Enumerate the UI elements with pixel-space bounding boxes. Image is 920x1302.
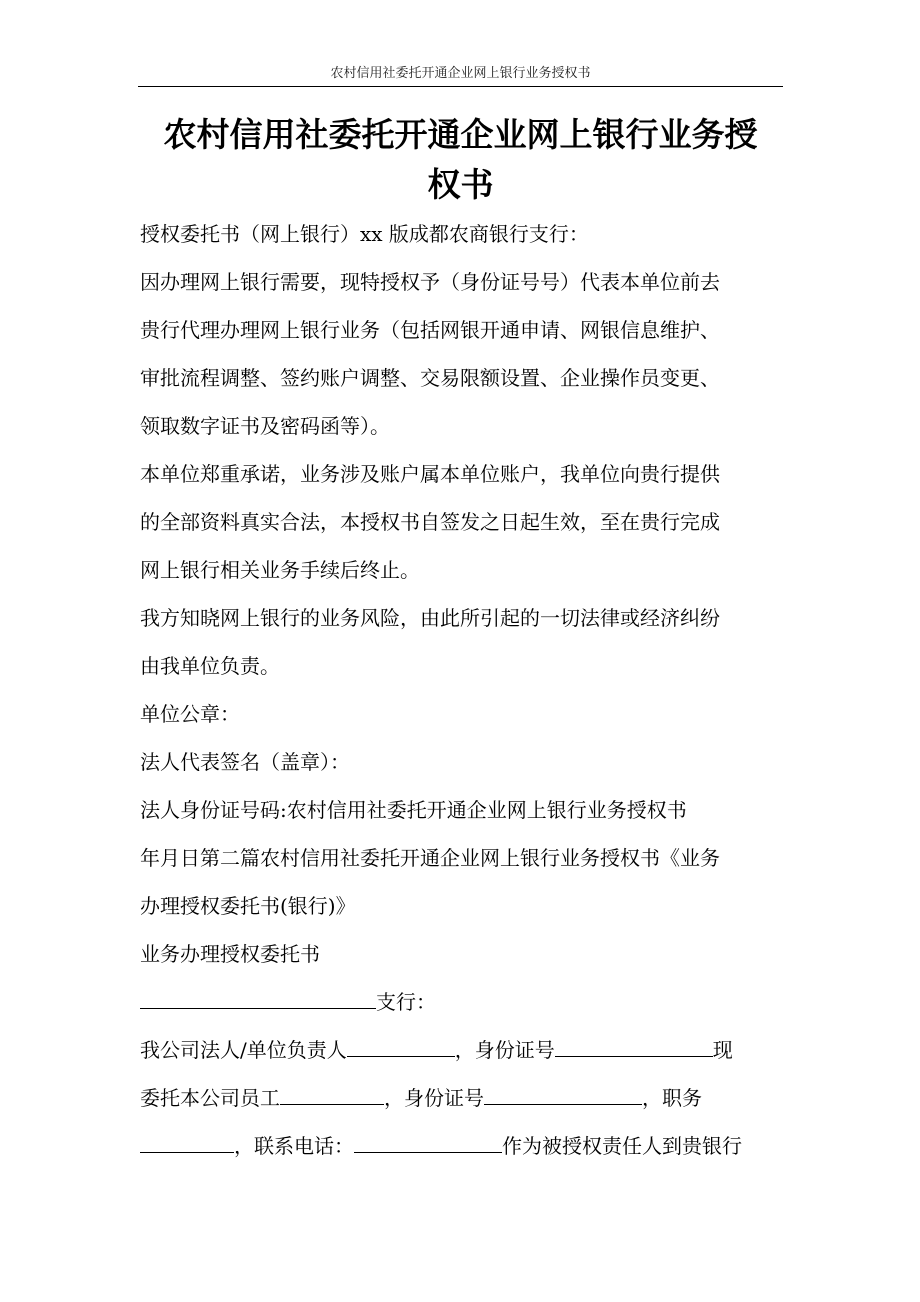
employee-id-blank	[484, 1082, 642, 1105]
employee-name-blank	[280, 1082, 384, 1105]
form-line-branch: 支行：	[140, 978, 785, 1026]
body-line: 本单位郑重承诺，业务涉及账户属本单位账户，我单位向贵行提供	[140, 462, 720, 486]
body-line: 授权委托书（网上银行）xx 版成都农商银行支行：	[140, 222, 589, 246]
form-line-employee: 委托本公司员工 ，身份证号 ，职务	[140, 1074, 785, 1122]
branch-name-blank	[140, 986, 376, 1009]
legal-rep-id-label: 法人身份证号码:农村信用社委托开通企业网上银行业务授权书	[140, 798, 687, 822]
body-line: 审批流程调整、签约账户调整、交易限额设置、企业操作员变更、	[140, 366, 720, 390]
body-line: 办理授权委托书(银行)》	[140, 894, 356, 918]
document-title	[138, 110, 783, 210]
legal-rep-name-blank	[347, 1034, 455, 1057]
body-line: 因办理网上银行需要，现特授权予（身份证号号）代表本单位前去	[140, 270, 720, 294]
body-line: 的全部资料真实合法，本授权书自签发之日起生效，至在贵行完成	[140, 510, 720, 534]
body-line: 贵行代理办理网上银行业务（包括网银开通申请、网银信息维护、	[140, 318, 720, 342]
running-header: 农村信用社委托开通企业网上银行业务授权书	[138, 64, 783, 87]
body-line: 由我单位负责。	[140, 654, 280, 678]
phone-blank	[354, 1130, 502, 1153]
body-line: 网上银行相关业务手续后终止。	[140, 558, 420, 582]
position-blank	[140, 1130, 234, 1153]
document-body	[140, 210, 785, 1170]
body-line: 年月日第二篇农村信用社委托开通企业网上银行业务授权书《业务	[140, 846, 720, 870]
title-line-2: 权书	[427, 165, 494, 204]
title-line-1: 农村信用社委托开通企业网上银行业务授	[163, 115, 758, 154]
form-line-contact: ，联系电话： 作为被授权责任人到贵银行	[140, 1122, 785, 1170]
legal-rep-signature-label: 法人代表签名（盖章）：	[140, 750, 350, 774]
company-seal-label: 单位公章：	[140, 702, 240, 726]
body-line: 领取数字证书及密码函等）。	[140, 414, 390, 438]
form-line-legal-rep: 我公司法人/单位负责人 ，身份证号 现	[140, 1026, 785, 1074]
body-line: 我方知晓网上银行的业务风险，由此所引起的一切法律或经济纠纷	[140, 606, 720, 630]
section-heading: 业务办理授权委托书	[140, 942, 320, 966]
legal-rep-id-blank	[555, 1034, 713, 1057]
